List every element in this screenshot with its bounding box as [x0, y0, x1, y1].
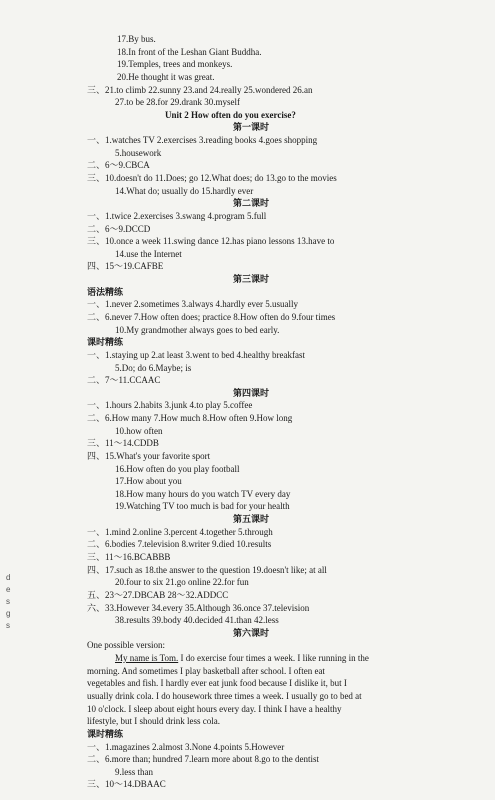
margin-mark: g [6, 609, 11, 618]
answer-line: 5.Do; do 6.Maybe; is [115, 362, 192, 373]
answer-line: 一、1.mind 2.online 3.percent 4.together 5.through [87, 526, 273, 537]
section-title: 课时精练 [87, 337, 124, 348]
answer-line: 10.how often [115, 425, 163, 436]
margin-mark: d [6, 573, 11, 582]
essay-continuation: I do exercise four times a week. I like running in the [178, 653, 369, 663]
answer-line: 二、6.never 7.How often does; practice 8.How often do 9.four times [87, 311, 336, 322]
answer-line: 18.In front of the Leshan Giant Buddha. [117, 46, 262, 57]
answer-line: 二、6.How many 7.How much 8.How often 9.How long [87, 413, 293, 423]
answer-line: 二、6.more than; hundred 7.learn more about 8.go to the dentist [87, 754, 319, 765]
answer-line: 六、33.However 34.every 35.Although 36.once 37.television [87, 602, 310, 613]
answer-line: 19.Watching TV too much is bad for your health [115, 501, 290, 512]
answer-line: 27.to be 28.for 29.drank 30.myself [115, 97, 240, 108]
answer-line: 一、1.never 2.sometimes 3.always 4.hardly ever 5.usually [87, 299, 298, 310]
answer-line: 三、21.to climb 22.sunny 23.and 24.really 25.wondered 26.an [87, 84, 313, 95]
answer-line: 17.By bus. [117, 34, 156, 44]
answer-line: 18.How many hours do you watch TV every day [115, 488, 291, 499]
answer-line: 五、23～27.DBCAB 28～32.ADDCC [87, 589, 229, 600]
answer-line: 四、17.such as 18.the answer to the question 19.doesn't like; at all [87, 564, 327, 575]
section-title: 课时精练 [87, 728, 124, 739]
answer-line: One possible version: [87, 640, 165, 651]
answer-line: vegetables and fish. I hardly ever eat junk food because I dislike it, but I [87, 678, 347, 689]
margin-mark: s [6, 597, 10, 606]
answer-line: 一、1.twice 2.exercises 3.swang 4.program 5.full [87, 210, 267, 221]
margin-mark: e [6, 585, 11, 594]
answer-line: 5.housework [115, 147, 162, 158]
section-title: 第三课时 [233, 274, 270, 284]
essay-opening: My name is Tom. [115, 653, 179, 663]
section-title: 第四课时 [233, 387, 270, 398]
answer-line: 20.four to six 21.go online 22.for fun [115, 577, 249, 588]
answer-line: usually drink cola. I do housework three times a week. I usually go to bed at [87, 690, 362, 701]
answer-line: lifestyle, but I should drink less cola. [87, 716, 220, 727]
section-title: Unit 2 How often do you exercise? [165, 109, 296, 120]
section-title: 第二课时 [233, 198, 270, 209]
answer-line: 二、6～9.CBCA [87, 160, 150, 171]
answer-line: 14.What do; usually do 15.hardly ever [115, 185, 254, 196]
answer-line: morning. And sometimes I play basketball after school. I often eat [87, 665, 325, 676]
answer-line: 19.Temples, trees and monkeys. [117, 59, 233, 70]
answer-line: 一、1.staying up 2.at least 3.went to bed 4.healthy breakfast [87, 349, 305, 360]
section-title: 第六课时 [233, 627, 270, 638]
answer-line: 17.How about you [115, 476, 182, 487]
answer-line: 三、10～14.DBAAC [87, 779, 166, 790]
answer-line: 10 o'clock. I sleep about eight hours every day. I think I have a healthy [87, 703, 342, 714]
answer-line: 三、11～14.CDDB [87, 438, 159, 449]
answer-line: 10.My grandmother always goes to bed early. [115, 324, 280, 335]
section-title: 语法精练 [87, 286, 124, 297]
answer-line: 四、15～19.CAFBE [87, 261, 164, 272]
answer-line: 三、10.once a week 11.swing dance 12.has piano lessons 13.have to [87, 236, 335, 247]
answer-line: 14.use the Internet [115, 248, 182, 259]
section-title: 第一课时 [233, 122, 270, 133]
answer-line: 16.How often do you play football [115, 463, 240, 474]
answer-line: 四、15.What's your favorite sport [87, 450, 211, 461]
answer-line: 二、6.bodies 7.television 8.writer 9.died 10.results [87, 539, 272, 550]
essay-line [115, 653, 369, 664]
answer-line: 一、1.watches TV 2.exercises 3.reading books 4.goes shopping [87, 135, 318, 146]
answer-line: 三、11～16.BCABBB [87, 552, 171, 562]
answer-line: 二、6～9.DCCD [87, 223, 151, 234]
margin-mark: s [6, 621, 10, 630]
answer-line: 一、1.hours 2.habits 3.junk 4.to play 5.coffee [87, 400, 253, 411]
answer-line: 三、10.doesn't do 11.Does; go 12.What does; do 13.go to the movies [87, 173, 337, 183]
section-title: 第五课时 [233, 514, 270, 525]
answer-line: 一、1.magazines 2.almost 3.None 4.points 5.However [87, 741, 285, 752]
answer-line: 二、7～11.CCAAC [87, 375, 161, 386]
answer-line: 20.He thought it was great. [117, 71, 215, 82]
answer-line: 38.results 39.body 40.decided 41.than 42.less [115, 615, 279, 626]
answer-line: 9.less than [115, 766, 153, 777]
